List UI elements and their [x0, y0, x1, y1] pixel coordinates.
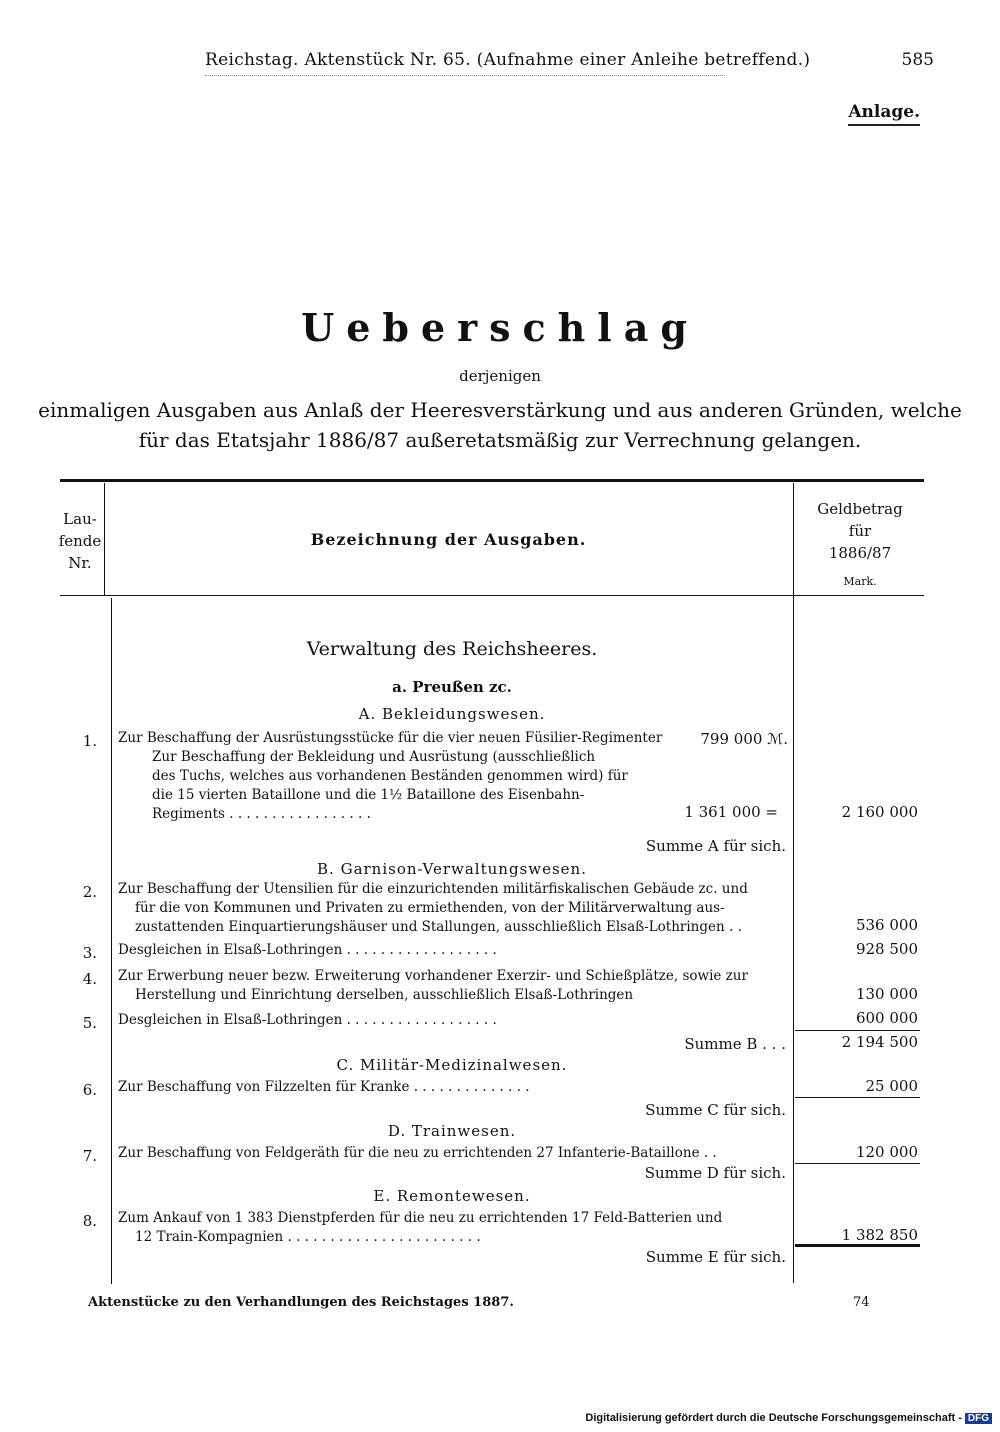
item-2-line-1: Zur Beschaffung der Utensilien für die einzurichtenden militärfiskalischen Gebäude zc. und: [118, 881, 748, 897]
header-unit: Mark.: [843, 575, 877, 588]
item-1-subamount-2: 1 361 000 =: [684, 803, 778, 821]
item-1-line-3: des Tuchs, welches aus vorhandenen Beständen genommen wird) für: [152, 768, 628, 784]
item-7-total: 120 000: [855, 1143, 918, 1161]
item-number: 1.: [82, 732, 97, 750]
item-7-line-1: Zur Beschaffung von Feldgeräth für die neu zu errichtenden 27 Infanterie-Bataillone . .: [118, 1145, 717, 1161]
item-6-total: 25 000: [865, 1077, 918, 1095]
sum-d: Summe D für sich.: [644, 1164, 786, 1182]
item-3-total: 928 500: [855, 940, 918, 958]
group-e-heading: E. Remontewesen.: [373, 1187, 531, 1205]
item-1-total: 2 160 000: [841, 803, 918, 821]
item-1-subamount-1: 799 000 ℳ.: [700, 730, 788, 748]
item-4-line-2: Herstellung und Einrichtung derselben, ausschließlich Elsaß-Lothringen: [135, 987, 634, 1003]
subtitle-line-1: einmaligen Ausgaben aus Anlaß der Heeresverstärkung und aus anderen Gründen, welche: [38, 398, 962, 422]
header-rule: [205, 75, 725, 76]
item-2-line-3: zustattenden Einquartierungshäuser und Stallungen, ausschließlich Elsaß-Lothringen . .: [135, 919, 742, 935]
subsection-title: a. Preußen zc.: [392, 678, 512, 696]
sum-rule: [795, 1030, 920, 1031]
item-5-line-1: Desgleichen in Elsaß-Lothringen . . . . . . . . . . . . . . . . . .: [118, 1012, 497, 1028]
item-4-total: 130 000: [855, 985, 918, 1003]
footer-sheet-number: 74: [853, 1295, 870, 1310]
item-number: 4.: [82, 970, 97, 988]
item-number: 6.: [82, 1081, 97, 1099]
item-5-total: 600 000: [855, 1009, 918, 1027]
sum-rule: [795, 1097, 920, 1098]
header-description: Bezeichnung der Ausgaben.: [310, 530, 587, 549]
header-number-3: Nr.: [68, 554, 92, 572]
table-header-rule: [60, 595, 924, 596]
digitization-note: [585, 1412, 992, 1424]
footer-source: Aktenstücke zu den Verhandlungen des Reichstages 1887.: [88, 1295, 514, 1310]
section-title: Verwaltung des Reichsheeres.: [306, 638, 598, 660]
sum-c: Summe C für sich.: [645, 1101, 786, 1119]
group-b-heading: B. Garnison-Verwaltungswesen.: [317, 860, 587, 878]
item-2-line-2: für die von Kommunen und Privaten zu ermiethenden, von der Militärverwaltung aus-: [135, 900, 725, 916]
dfg-logo: DFG: [965, 1413, 992, 1424]
sum-e: Summe E für sich.: [645, 1248, 786, 1266]
header-number-1: Lau-: [63, 510, 97, 528]
item-2-total: 536 000: [855, 916, 918, 934]
page-number: 585: [901, 50, 934, 70]
group-d-heading: D. Trainwesen.: [387, 1122, 517, 1140]
header-amount-1: Geldbetrag: [817, 500, 903, 518]
item-1-line-4: die 15 vierten Bataillone und die 1½ Bataillone des Eisenbahn-: [152, 787, 585, 803]
sum-rule: [795, 1244, 920, 1247]
header-amount-2: für: [848, 522, 872, 540]
running-title: Reichstag. Aktenstück Nr. 65. (Aufnahme einer Anleihe betreffend.): [205, 50, 811, 70]
item-1-line-1: Zur Beschaffung der Ausrüstungsstücke für die vier neuen Füsilier-Regimenter: [118, 730, 663, 746]
group-c-heading: C. Militär-Medizinalwesen.: [336, 1056, 568, 1074]
sum-a: Summe A für sich.: [645, 837, 786, 855]
column-divider-body: [111, 598, 112, 1284]
header-amount-3: 1886/87: [828, 544, 892, 562]
header-number-2: fende: [58, 532, 102, 550]
sum-rule: [795, 1163, 920, 1164]
item-number: 3.: [82, 944, 97, 962]
item-number: 8.: [82, 1212, 97, 1230]
item-1-line-5: Regiments . . . . . . . . . . . . . . . . .: [152, 806, 371, 822]
item-8-line-1: Zum Ankauf von 1 383 Dienstpferden für die neu zu errichtenden 17 Feld-Batterien und: [118, 1210, 723, 1226]
subtitle-line-2: für das Etatsjahr 1886/87 außeretatsmäßig zur Verrechnung gelangen.: [138, 428, 862, 452]
item-8-line-2: 12 Train-Kompagnien . . . . . . . . . . . . . . . . . . . . . . .: [135, 1229, 481, 1245]
column-divider-amount: [793, 483, 794, 1283]
item-1-line-2: Zur Beschaffung der Bekleidung und Ausrüstung (ausschließlich: [152, 749, 596, 765]
sum-b: Summe B . . .: [684, 1035, 786, 1053]
table-top-rule: [60, 479, 924, 482]
item-8-total: 1 382 850: [841, 1226, 918, 1244]
item-6-line-1: Zur Beschaffung von Filzzelten für Kranke . . . . . . . . . . . . . .: [118, 1079, 530, 1095]
item-4-line-1: Zur Erwerbung neuer bezw. Erweiterung vorhandener Exerzir- und Schießplätze, sowie zur: [118, 968, 748, 984]
item-number: 2.: [82, 883, 97, 901]
document-title: Ueberschlag: [301, 305, 699, 350]
item-number: 7.: [82, 1147, 97, 1165]
anlage-label: Anlage.: [848, 102, 920, 126]
digitization-text: Digitalisierung gefördert durch die Deutsche Forschungsgemeinschaft -: [585, 1412, 962, 1424]
document-subtitle: derjenigen: [459, 367, 541, 385]
item-number: 5.: [82, 1014, 97, 1032]
item-3-line-1: Desgleichen in Elsaß-Lothringen . . . . . . . . . . . . . . . . . .: [118, 942, 497, 958]
sum-b-total: 2 194 500: [841, 1033, 918, 1051]
group-a-heading: A. Bekleidungswesen.: [358, 705, 546, 723]
